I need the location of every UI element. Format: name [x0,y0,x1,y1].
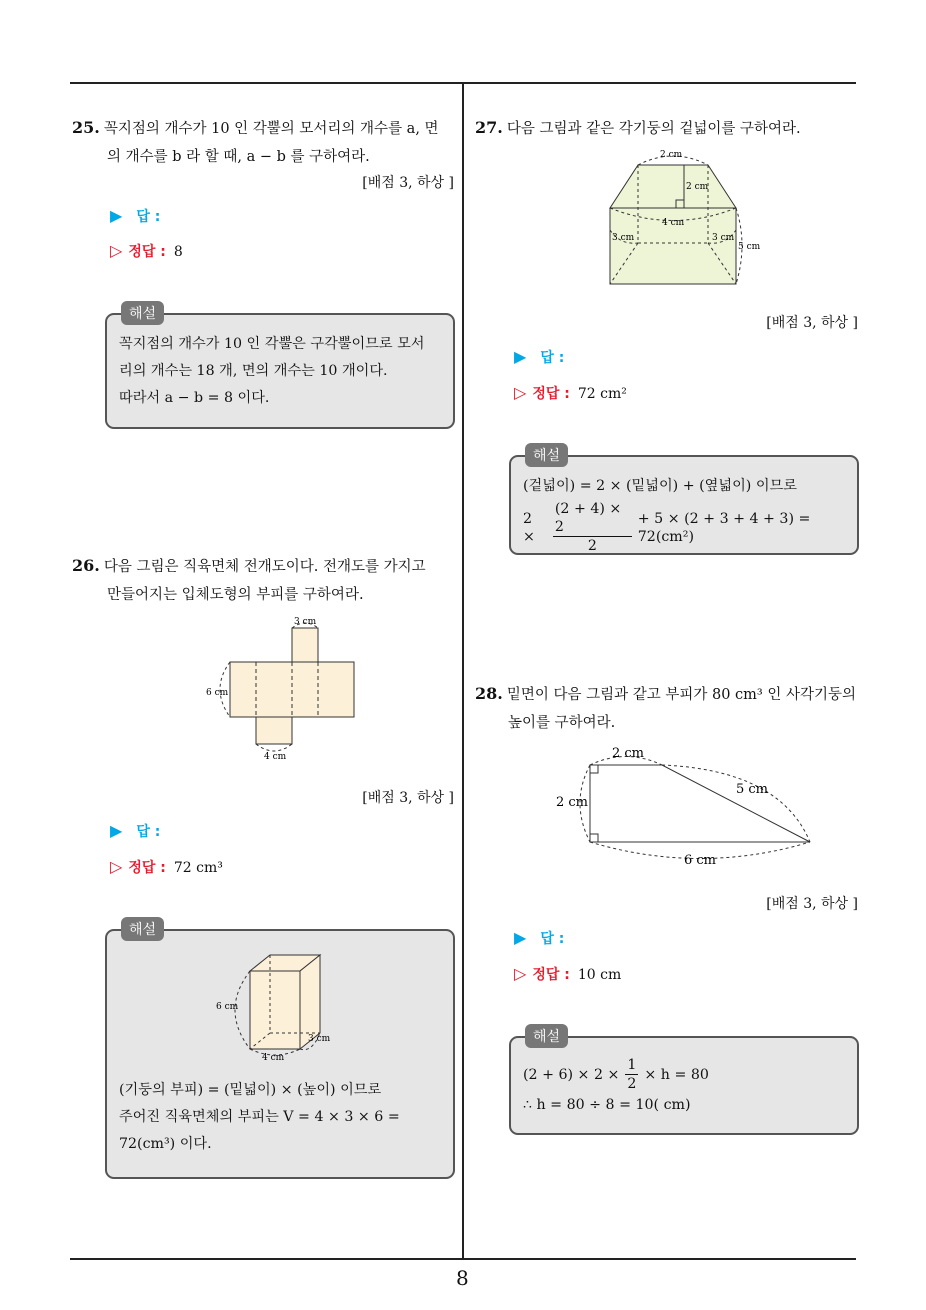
dim-label: 4 cm [264,752,287,762]
answer-row[interactable] [514,928,564,948]
net-figure [200,612,370,767]
trapezoid-figure [550,740,820,870]
score-label: [배점 3, 하상 ] [766,315,858,331]
solution-line: 주어진 직육면체의 부피는 V = 4 × 3 × 6 = [119,1109,400,1125]
dim-label: 3 cm [294,617,317,627]
dim-label: 3 cm [712,233,735,243]
solution-box [509,448,859,555]
dim-label: 6 cm [684,853,717,868]
solution-tag: 해설 [121,301,164,325]
correct-label: 정답 : [532,967,570,983]
question-text: 다음 그림과 같은 각기둥의 겉넓이를 구하여라. [506,121,801,137]
question-text: 의 개수를 b 라 할 때, a − b 를 구하여라. [107,149,370,165]
numerator: (2 + 4) × 2 [553,500,632,537]
solution-line: (겉넓이) = 2 × (밑넓이) + (옆넓이) 이므로 [523,478,797,494]
question-number: 28. [475,684,503,703]
play-icon: ▶ [110,206,123,225]
answer-label: 답 : [136,209,161,225]
dim-label: 2 cm [686,182,709,192]
solution-line: 72(cm³) 이다. [119,1136,212,1152]
denominator: 2 [627,1076,637,1092]
score-label: [배점 3, 하상 ] [362,175,454,191]
dim-label: 2 cm [556,795,589,810]
solution-line: 리의 개수는 18 개, 면의 개수는 10 개이다. [119,363,388,379]
triangle-outline-icon: ▷ [110,857,123,876]
dim-label: 6 cm [206,688,229,698]
solution-box [105,306,455,429]
answer-label: 답 : [540,931,565,947]
play-icon: ▶ [110,821,123,840]
solution-tag: 해설 [525,443,568,467]
question-25 [72,114,457,171]
solution-line [523,500,857,555]
correct-value: 8 [173,244,183,260]
triangle-outline-icon: ▷ [514,964,527,983]
solution-line: 따라서 a − b = 8 이다. [119,390,270,406]
correct-value: 10 cm [577,967,622,983]
solution-line: 꼭지점의 개수가 10 인 각뿔은 구각뿔이므로 모서 [119,336,425,352]
score-label: [배점 3, 하상 ] [766,896,858,912]
fraction [553,500,632,555]
dim-label: 5 cm [736,782,769,797]
question-27 [475,114,860,143]
dim-label: 2 cm [612,746,645,761]
question-text: 높이를 구하여라. [508,715,616,731]
dim-label: 5 cm [738,242,761,252]
answer-row[interactable] [110,821,160,841]
solution-line: (기둥의 부피) = (밑넓이) × (높이) 이므로 [119,1082,382,1098]
answer-row[interactable] [514,347,564,367]
correct-answer [110,241,183,261]
dim-label: 4 cm [262,1053,285,1063]
correct-answer [514,383,627,403]
dim-label: 3 cm [612,233,635,243]
dim-label: 3 cm [308,1034,331,1044]
fraction [625,1056,638,1093]
correct-label: 정답 : [128,860,166,876]
play-icon: ▶ [514,347,527,366]
solution-tag: 해설 [525,1024,568,1048]
solution-tag: 해설 [121,917,164,941]
correct-label: 정답 : [128,244,166,260]
dim-label: 2 cm [660,150,683,160]
formula-suffix: + 5 × (2 + 3 + 4 + 3) = 72(cm²) [637,510,811,545]
answer-row[interactable] [110,206,160,226]
triangle-outline-icon: ▷ [110,241,123,260]
formula-prefix: (2 + 6) × 2 × [523,1066,620,1083]
column-divider [462,82,464,1260]
question-text: 다음 그림은 직육면체 전개도이다. 전개도를 가지고 [103,559,426,575]
play-icon: ▶ [514,928,527,947]
solution-box [509,1029,859,1135]
question-text: 만들어지는 입체도형의 부피를 구하여라. [107,587,364,603]
dim-label: 4 cm [662,218,685,228]
prism-figure [600,145,770,290]
dim-label: 6 cm [216,1002,239,1012]
denominator: 2 [587,538,597,554]
bottom-rule [70,1258,856,1260]
answer-label: 답 : [540,350,565,366]
correct-answer [110,857,223,877]
cuboid-figure [216,947,342,1063]
correct-answer [514,964,621,984]
question-number: 27. [475,118,503,137]
solution-box [105,922,455,1179]
answer-label: 답 : [136,824,161,840]
question-text: 꼭지점의 개수가 10 인 각뿔의 모서리의 개수를 a, 면 [103,121,439,137]
question-26 [72,552,457,609]
question-28 [475,680,860,737]
formula-suffix: × h = 80 [644,1066,709,1083]
question-text: 밑면이 다음 그림과 같고 부피가 80 cm³ 인 사각기둥의 [506,687,856,703]
correct-value: 72 cm² [577,386,627,402]
solution-line [523,1056,709,1093]
correct-value: 72 cm³ [173,860,223,876]
formula-prefix: 2 × [523,510,535,545]
triangle-outline-icon: ▷ [514,383,527,402]
numerator: 1 [627,1057,637,1073]
question-number: 26. [72,556,100,575]
score-label: [배점 3, 하상 ] [362,790,454,806]
question-number: 25. [72,118,100,137]
correct-label: 정답 : [532,386,570,402]
solution-line: ∴ h = 80 ÷ 8 = 10( cm) [523,1097,691,1113]
page-number: 8 [456,1266,469,1290]
